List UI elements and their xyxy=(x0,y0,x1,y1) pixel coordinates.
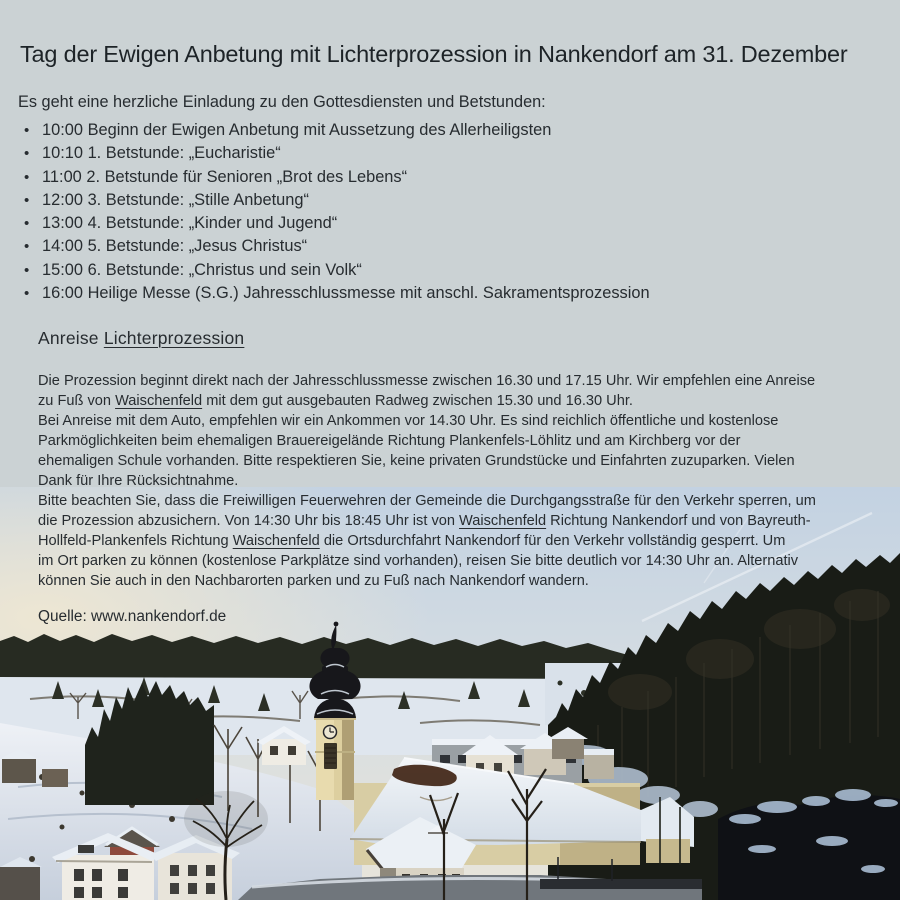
text-segment: mit dem gut ausgebauten Radweg zwischen 15.30 und 16.30 Uhr. xyxy=(202,393,633,409)
text-segment: im Ort parken zu können (kostenlose Parkplätze sind vorhanden), reisen Sie bitte deutlich vor 14:30 Uhr an. Alternativ xyxy=(38,553,799,569)
bullet-dot: • xyxy=(24,261,30,279)
bullet-dot: • xyxy=(24,191,30,209)
schedule-item xyxy=(24,235,650,258)
text-segment: Hollfeld-Plankenfels Richtung xyxy=(38,533,233,549)
text-line xyxy=(38,491,816,511)
text-segment: Dank für Ihre Rücksichtnahme. xyxy=(38,473,239,489)
text-line xyxy=(38,471,816,491)
text-segment: können Sie auch in den Nachbarorten parken und zu Fuß nach Nankendorf wandern. xyxy=(38,573,589,589)
travel-info-text xyxy=(38,371,816,591)
text-line xyxy=(38,551,816,571)
text-line xyxy=(38,391,816,411)
bullet-dot: • xyxy=(24,285,30,303)
schedule-item-label: 13:00 4. Betstunde: „Kinder und Jugend“ xyxy=(42,214,338,233)
text-segment: die Prozession abzusichern. Von 14:30 Uhr bis 18:45 Uhr ist von xyxy=(38,513,460,529)
text-line xyxy=(38,511,816,531)
text-line xyxy=(38,431,816,451)
underlined-term: Waischenfeld xyxy=(459,513,547,529)
schedule-item-label: 16:00 Heilige Messe (S.G.) Jahresschlussmesse mit anschl. Sakramentsprozession xyxy=(42,284,650,303)
schedule-item-label: 10:00 Beginn der Ewigen Anbetung mit Aussetzung des Allerheiligsten xyxy=(42,121,552,139)
schedule-item xyxy=(24,212,650,235)
schedule-item xyxy=(24,119,650,142)
text-segment: Bei Anreise mit dem Auto, empfehlen wir ein Ankommen vor 14.30 Uhr. Es sind reichlich öffentliche und kostenlose xyxy=(38,413,779,429)
text-segment: Bitte beachten Sie, dass die Freiwilligen Feuerwehren der Gemeinde die Durchgangsstraße für den Verkehr sperren, um xyxy=(38,493,816,509)
schedule-item-label: 15:00 6. Betstunde: „Christus und sein Volk“ xyxy=(42,260,362,279)
text-segment: die Ortsdurchfahrt Nankendorf für den Verkehr vollständig gesperrt. Um xyxy=(319,533,786,549)
text-segment: ehemaligen Schule vorhanden. Bitte respektieren Sie, keine privaten Grundstücke und Einfahrten zuzuparken. Vielen xyxy=(38,453,795,469)
bullet-dot: • xyxy=(24,168,30,186)
text-segment: Parkmöglichkeiten beim ehemaligen Brauereigelände Richtung Plankenfels-Löhlitz und am Kirchberg vor der xyxy=(38,433,741,449)
text-segment: Die Prozession beginnt direkt nach der Jahresschlussmesse zwischen 16.30 und 17.15 Uhr. Wir empfehlen eine Anreise xyxy=(38,373,816,389)
schedule-item-label: 10:10 1. Betstunde: „Eucharistie“ xyxy=(42,144,281,163)
text-segment: Richtung Nankendorf und von Bayreuth- xyxy=(546,513,811,529)
source-credit: Quelle: www.nankendorf.de xyxy=(38,608,227,625)
schedule-item xyxy=(24,189,650,212)
text-line xyxy=(38,451,816,471)
schedule-item-label: 12:00 3. Betstunde: „Stille Anbetung“ xyxy=(42,190,309,209)
schedule-item xyxy=(24,282,650,305)
text-line xyxy=(38,371,816,391)
schedule-item-label: 11:00 2. Betstunde für Senioren „Brot des Lebens“ xyxy=(42,167,408,186)
underlined-term: Lichterprozession xyxy=(103,328,245,348)
schedule-item-label: 14:00 5. Betstunde: „Jesus Christus“ xyxy=(42,237,308,256)
underlined-term: Waischenfeld xyxy=(115,393,203,409)
text-line xyxy=(38,571,816,591)
bullet-dot: • xyxy=(24,215,30,233)
anreise-heading xyxy=(38,328,244,349)
bullet-dot: • xyxy=(24,238,30,256)
text-segment: Anreise xyxy=(38,328,104,348)
schedule-item xyxy=(24,142,650,165)
schedule-item xyxy=(24,259,650,282)
text-line xyxy=(38,411,816,431)
text-segment: zu Fuß von xyxy=(38,393,116,409)
bullet-dot: • xyxy=(24,145,30,163)
schedule-list xyxy=(24,119,650,305)
intro-text: Es geht eine herzliche Einladung zu den Gottesdiensten und Betstunden: xyxy=(18,93,546,111)
text-line xyxy=(38,531,816,551)
bullet-dot: • xyxy=(24,122,30,139)
schedule-item xyxy=(24,166,650,189)
underlined-term: Waischenfeld xyxy=(232,533,320,549)
page-title: Tag der Ewigen Anbetung mit Lichterprozession in Nankendorf am 31. Dezember xyxy=(20,41,848,67)
